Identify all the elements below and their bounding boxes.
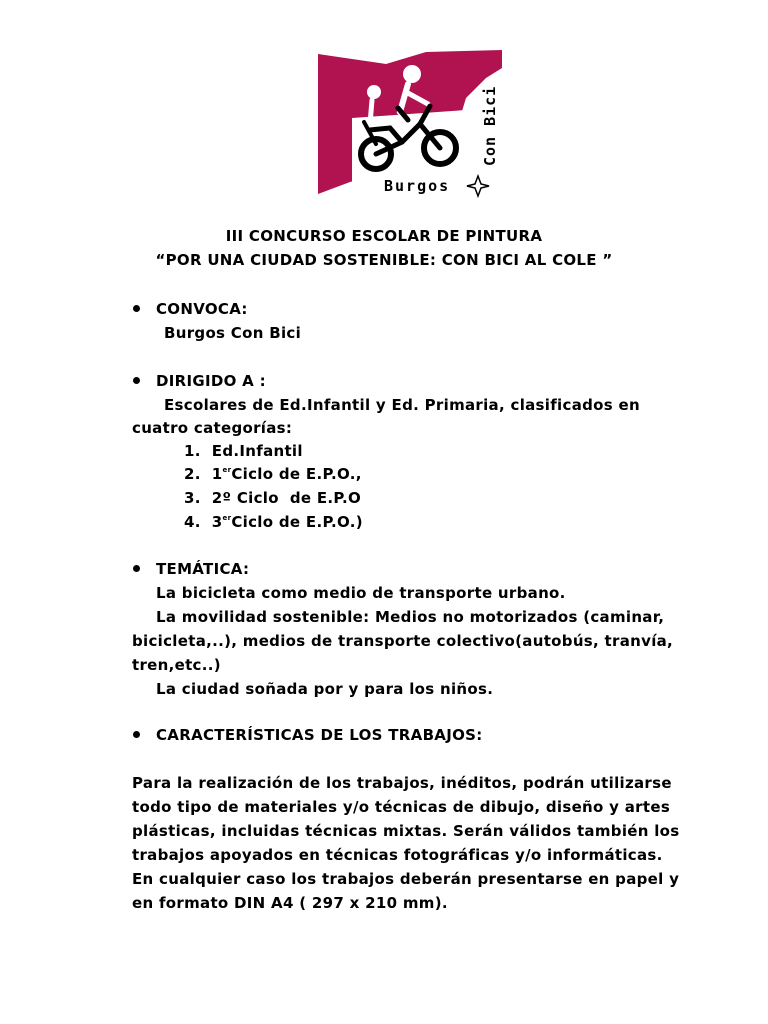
bullet-icon [133,731,140,738]
category-item: 2. 1erCiclo de E.P.O., [184,465,362,483]
document-title-line1: III CONCURSO ESCOLAR DE PINTURA [225,227,543,245]
category-item: 3. 2º Ciclo de E.P.O [184,489,362,507]
cyclist-head-icon [403,65,421,83]
paragraph-line: plásticas, incluidas técnicas mixtas. Serán válidos también los [132,822,680,840]
logo-brand-text: Burgos [384,177,451,195]
bullet-icon [133,565,140,572]
logo-side-text: Con Bici [481,85,499,166]
convoca-heading: CONVOCA: [156,300,248,318]
tematica-heading: TEMÁTICA: [156,560,250,578]
paragraph-line: Para la realización de los trabajos, inéditos, podrán utilizarse [132,774,672,792]
tematica-line: tren,etc..) [132,656,221,674]
tematica-line: La movilidad sostenible: Medios no motorizados (caminar, [156,608,665,626]
dirigido-body-line2: cuatro categorías: [132,419,293,437]
document-title-line2: “POR UNA CIUDAD SOSTENIBLE: CON BICI AL COLE ” [155,251,613,269]
tematica-line: La bicicleta como medio de transporte urbano. [156,584,566,602]
caracteristicas-heading: CARACTERÍSTICAS DE LOS TRABAJOS: [156,726,483,744]
tematica-line: bicicleta,..), medios de transporte colectivo(autobús, tranvía, [132,632,674,650]
logo-graphic [316,48,502,198]
convoca-body: Burgos Con Bici [164,324,302,342]
dirigido-heading: DIRIGIDO A : [156,372,266,390]
paragraph-line: En cualquier caso los trabajos deberán presentarse en papel y [132,870,680,888]
star-icon [467,176,489,196]
bullet-icon [133,377,140,384]
category-item: 4. 3erCiclo de E.P.O.) [184,513,363,531]
dirigido-body-line1: Escolares de Ed.Infantil y Ed. Primaria, clasificados en [164,396,640,414]
paragraph-line: en formato DIN A4 ( 297 x 210 mm). [132,894,448,912]
bullet-icon [133,305,140,312]
paragraph-line: todo tipo de materiales y/o técnicas de dibujo, diseño y artes [132,798,671,816]
tematica-line: La ciudad soñada por y para los niños. [156,680,494,698]
burgos-con-bici-logo [316,48,502,198]
paragraph-line: trabajos apoyados en técnicas fotográficas y/o informáticas. [132,846,663,864]
category-item: 1. Ed.Infantil [184,442,303,460]
child-head-icon [367,85,381,99]
